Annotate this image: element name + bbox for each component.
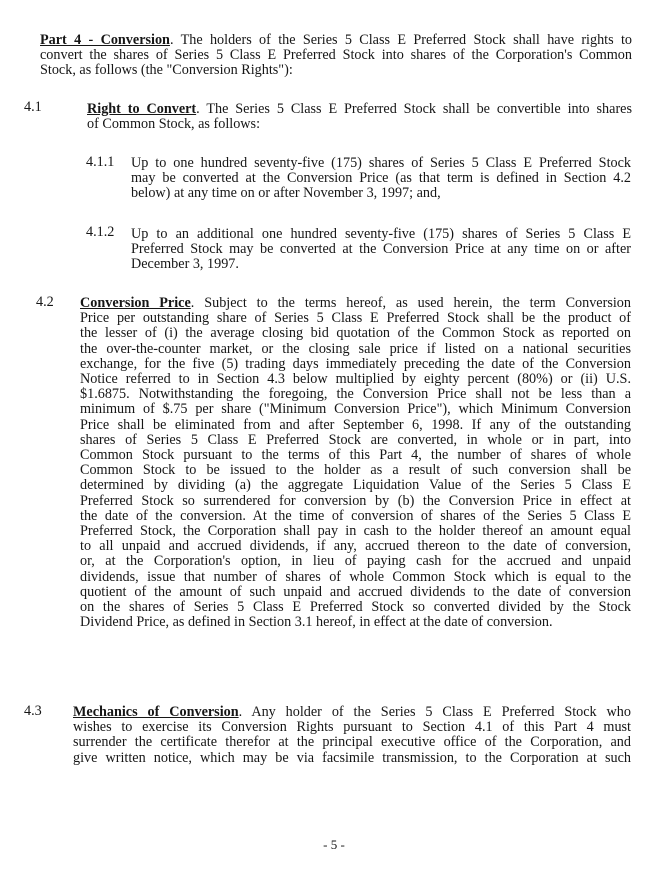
section-4-3 (73, 705, 631, 766)
text-line: Preferred Stock may be converted at the Conversion Price at any time on or after (131, 241, 631, 258)
text-line: Price shall be eliminated from and after September 6, 1998. If any of the outstanding (80, 416, 631, 433)
text-line: may be converted at the Conversion Price (as that term is defined in Section 4.2 (131, 170, 631, 187)
text-line: Right to Convert. The Series 5 Class E Preferred Stock shall be convertible into shares (87, 101, 632, 117)
subsection-4-1-2 (131, 227, 631, 273)
text-line: the over-the-counter market, or the closing sale price if listed on a national securities (80, 340, 631, 357)
text-line: Conversion Price. Subject to the terms hereof, as used herein, the term Conversion (80, 295, 631, 311)
section-heading: Right to Convert (87, 101, 197, 117)
text-line: exchange, for the five (5) trading days immediately preceding the date of the Conversion (80, 355, 631, 372)
text-line: Price per outstanding share of Series 5 Class E Preferred Stock shall be the product of (80, 310, 631, 327)
text-line: determined by dividing (a) the aggregate Liquidation Value of the Series 5 Class E (80, 477, 631, 494)
section-heading: Mechanics of Conversion (73, 704, 239, 720)
subsection-number: 4.1.1 (86, 154, 115, 170)
text-line: Preferred Stock, the Corporation shall pay in cash to the holder thereof an amount equal (80, 523, 631, 540)
text-line: Common Stock pursuant to the terms of this Part 4, the number of shares of whole (80, 447, 631, 464)
page-number: - 5 - (323, 837, 345, 852)
text-line: surrender the certificate therefor at the principal executive office of the Corporation, and (73, 734, 631, 751)
text-line: or, at the Corporation's option, in lieu of paying cash for the accrued and unpaid (80, 553, 631, 570)
text-line: the date of the conversion. At the time of conversion of shares of the Series 5 Class E (80, 507, 631, 524)
section-heading: Conversion Price (80, 295, 191, 311)
text-line: Notice referred to in Section 4.3 below multiplied by eighty percent (80%) or (ii) U.S. (80, 371, 631, 388)
text-line: below) at any time on or after November 3, 1997; and, (131, 185, 441, 202)
text-line: Up to one hundred seventy-five (175) shares of Series 5 Class E Preferred Stock (131, 155, 631, 171)
text-line: dividends, issue that number of shares of whole Common Stock which is equal to the (80, 568, 631, 585)
text-line: shares of Series 5 Class E Preferred Stock are converted, in whole or in part, into (80, 431, 631, 448)
text-line: Mechanics of Conversion. Any holder of the Series 5 Class E Preferred Stock who (73, 704, 631, 720)
intro-paragraph (40, 33, 632, 79)
section-number: 4.1 (24, 99, 42, 115)
text-line: to all unpaid and accrued dividends, if any, accrued thereon to the date of conversion, (80, 538, 631, 555)
text-line: December 3, 1997. (131, 256, 239, 273)
text-line: Part 4 - Conversion. The holders of the Series 5 Class E Preferred Stock shall have rights to (40, 32, 632, 48)
text-line: $1.6875. Notwithstanding the foregoing, the Conversion Price shall not be less than a (80, 386, 631, 403)
text-line: on the shares of Series 5 Class E Preferred Stock so converted divided by the Stock (80, 599, 631, 616)
text-line: quotient of the amount of such unpaid and accrued dividends to the date of conversion (80, 583, 631, 600)
subsection-number: 4.1.2 (86, 224, 115, 240)
text-line: Up to an additional one hundred seventy-five (175) shares of Series 5 Class E (131, 226, 631, 242)
text-line: Stock, as follows (the "Conversion Rights"): (40, 62, 293, 79)
text-line: the lesser of (i) the average closing bid quotation of the Common Stock as reported on (80, 325, 631, 342)
section-4-1 (87, 102, 632, 132)
text-line: Common Stock to be issued to the holder as a result of such conversion shall be (80, 462, 631, 479)
subsection-4-1-1 (131, 156, 631, 202)
text-line: convert the shares of Series 5 Class E Preferred Stock into shares of the Corporation's Common (40, 47, 632, 64)
text-line: give written notice, which may be via facsimile transmission, to the Corporation at such (73, 749, 631, 766)
section-number: 4.2 (36, 294, 54, 310)
text-line: wishes to exercise its Conversion Rights pursuant to Section 4.1 of this Part 4 must (73, 719, 631, 736)
section-number: 4.3 (24, 703, 42, 719)
part-heading: Part 4 - Conversion (40, 32, 170, 48)
section-4-2 (80, 296, 631, 630)
text-line: Preferred Stock so surrendered for conversion by (b) the Conversion Price in effect at (80, 492, 631, 509)
text-line: of Common Stock, as follows: (87, 116, 261, 133)
text-line: minimum of $.75 per share ("Minimum Conversion Price"), which Minimum Conversion (80, 401, 631, 418)
text-line: Dividend Price, as defined in Section 3.1 hereof, in effect at the date of conversion. (80, 614, 553, 631)
